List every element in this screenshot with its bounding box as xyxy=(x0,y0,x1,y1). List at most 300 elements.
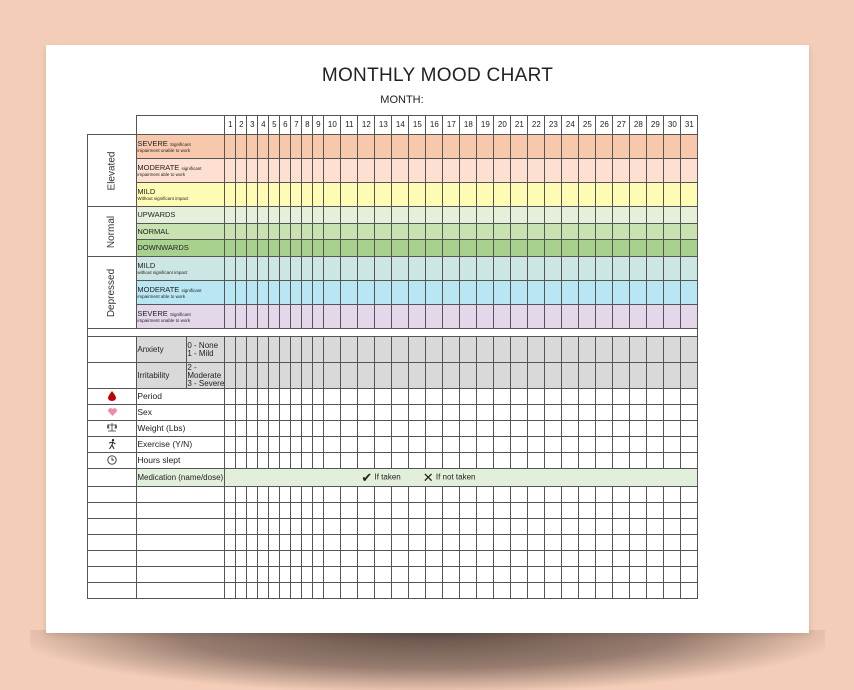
severe_depressed-day-29-cell[interactable] xyxy=(647,305,664,329)
severe_elevated-day-3-cell[interactable] xyxy=(247,135,258,159)
period-day-21-cell[interactable] xyxy=(511,389,528,405)
hours-day-31-cell[interactable] xyxy=(681,453,698,469)
medication-7-day-22-cell[interactable] xyxy=(528,583,545,599)
medication-2-day-10-cell[interactable] xyxy=(324,503,341,519)
medication-1-day-7-cell[interactable] xyxy=(291,487,302,503)
medication-3-day-26-cell[interactable] xyxy=(596,519,613,535)
severe_depressed-day-12-cell[interactable] xyxy=(358,305,375,329)
sex-day-19-cell[interactable] xyxy=(477,405,494,421)
mild_depressed-day-24-cell[interactable] xyxy=(562,257,579,281)
moderate_depressed-day-26-cell[interactable] xyxy=(596,281,613,305)
moderate_elevated-day-20-cell[interactable] xyxy=(494,159,511,183)
moderate_elevated-day-31-cell[interactable] xyxy=(681,159,698,183)
irritability-day-22-cell[interactable] xyxy=(528,363,545,389)
anxiety-day-23-cell[interactable] xyxy=(545,337,562,363)
mild_depressed-day-21-cell[interactable] xyxy=(511,257,528,281)
anxiety-day-12-cell[interactable] xyxy=(358,337,375,363)
moderate_elevated-day-17-cell[interactable] xyxy=(443,159,460,183)
normal-day-17-cell[interactable] xyxy=(443,224,460,240)
irritability-day-9-cell[interactable] xyxy=(313,363,324,389)
period-day-7-cell[interactable] xyxy=(291,389,302,405)
medication-5-day-21-cell[interactable] xyxy=(511,551,528,567)
hours-day-5-cell[interactable] xyxy=(269,453,280,469)
mild_elevated-day-31-cell[interactable] xyxy=(681,183,698,207)
anxiety-day-6-cell[interactable] xyxy=(280,337,291,363)
downwards-day-13-cell[interactable] xyxy=(375,240,392,257)
weight-day-10-cell[interactable] xyxy=(324,421,341,437)
mild_depressed-day-22-cell[interactable] xyxy=(528,257,545,281)
sex-day-2-cell[interactable] xyxy=(236,405,247,421)
medication-5-day-10-cell[interactable] xyxy=(324,551,341,567)
irritability-day-6-cell[interactable] xyxy=(280,363,291,389)
anxiety-day-5-cell[interactable] xyxy=(269,337,280,363)
moderate_elevated-day-29-cell[interactable] xyxy=(647,159,664,183)
medication-6-day-15-cell[interactable] xyxy=(409,567,426,583)
severe_elevated-day-24-cell[interactable] xyxy=(562,135,579,159)
medication-6-day-30-cell[interactable] xyxy=(664,567,681,583)
medication-4-day-21-cell[interactable] xyxy=(511,535,528,551)
moderate_depressed-day-23-cell[interactable] xyxy=(545,281,562,305)
sex-day-5-cell[interactable] xyxy=(269,405,280,421)
downwards-day-16-cell[interactable] xyxy=(426,240,443,257)
normal-day-29-cell[interactable] xyxy=(647,224,664,240)
upwards-day-11-cell[interactable] xyxy=(341,207,358,224)
anxiety-day-11-cell[interactable] xyxy=(341,337,358,363)
exercise-day-10-cell[interactable] xyxy=(324,437,341,453)
moderate_depressed-day-6-cell[interactable] xyxy=(280,281,291,305)
medication-7-day-5-cell[interactable] xyxy=(269,583,280,599)
irritability-day-21-cell[interactable] xyxy=(511,363,528,389)
medication-3-day-21-cell[interactable] xyxy=(511,519,528,535)
medication-4-day-31-cell[interactable] xyxy=(681,535,698,551)
medication-4-day-14-cell[interactable] xyxy=(392,535,409,551)
sex-day-4-cell[interactable] xyxy=(258,405,269,421)
medication-2-day-25-cell[interactable] xyxy=(579,503,596,519)
medication-6-day-16-cell[interactable] xyxy=(426,567,443,583)
medication-6-day-2-cell[interactable] xyxy=(236,567,247,583)
medication-1-day-11-cell[interactable] xyxy=(341,487,358,503)
hours-day-26-cell[interactable] xyxy=(596,453,613,469)
irritability-day-4-cell[interactable] xyxy=(258,363,269,389)
exercise-day-26-cell[interactable] xyxy=(596,437,613,453)
anxiety-day-3-cell[interactable] xyxy=(247,337,258,363)
medication-2-day-6-cell[interactable] xyxy=(280,503,291,519)
medication-3-day-17-cell[interactable] xyxy=(443,519,460,535)
irritability-day-2-cell[interactable] xyxy=(236,363,247,389)
medication-2-day-24-cell[interactable] xyxy=(562,503,579,519)
medication-name-cell[interactable] xyxy=(137,519,225,535)
moderate_elevated-day-18-cell[interactable] xyxy=(460,159,477,183)
period-day-20-cell[interactable] xyxy=(494,389,511,405)
exercise-day-19-cell[interactable] xyxy=(477,437,494,453)
sex-day-18-cell[interactable] xyxy=(460,405,477,421)
medication-5-day-16-cell[interactable] xyxy=(426,551,443,567)
weight-day-4-cell[interactable] xyxy=(258,421,269,437)
medication-5-day-11-cell[interactable] xyxy=(341,551,358,567)
medication-4-day-5-cell[interactable] xyxy=(269,535,280,551)
medication-1-day-17-cell[interactable] xyxy=(443,487,460,503)
hours-day-9-cell[interactable] xyxy=(313,453,324,469)
medication-7-day-23-cell[interactable] xyxy=(545,583,562,599)
mild_depressed-day-28-cell[interactable] xyxy=(630,257,647,281)
medication-5-day-13-cell[interactable] xyxy=(375,551,392,567)
mild_depressed-day-14-cell[interactable] xyxy=(392,257,409,281)
exercise-day-23-cell[interactable] xyxy=(545,437,562,453)
period-day-2-cell[interactable] xyxy=(236,389,247,405)
mild_elevated-day-11-cell[interactable] xyxy=(341,183,358,207)
hours-day-12-cell[interactable] xyxy=(358,453,375,469)
sex-day-24-cell[interactable] xyxy=(562,405,579,421)
medication-5-day-18-cell[interactable] xyxy=(460,551,477,567)
mild_elevated-day-23-cell[interactable] xyxy=(545,183,562,207)
anxiety-day-15-cell[interactable] xyxy=(409,337,426,363)
downwards-day-22-cell[interactable] xyxy=(528,240,545,257)
severe_elevated-day-20-cell[interactable] xyxy=(494,135,511,159)
medication-name-cell[interactable] xyxy=(137,583,225,599)
mild_elevated-day-25-cell[interactable] xyxy=(579,183,596,207)
mild_elevated-day-6-cell[interactable] xyxy=(280,183,291,207)
irritability-day-23-cell[interactable] xyxy=(545,363,562,389)
upwards-day-27-cell[interactable] xyxy=(613,207,630,224)
mild_depressed-day-30-cell[interactable] xyxy=(664,257,681,281)
medication-3-day-19-cell[interactable] xyxy=(477,519,494,535)
upwards-day-17-cell[interactable] xyxy=(443,207,460,224)
mild_depressed-day-6-cell[interactable] xyxy=(280,257,291,281)
medication-1-day-14-cell[interactable] xyxy=(392,487,409,503)
weight-day-31-cell[interactable] xyxy=(681,421,698,437)
medication-5-day-24-cell[interactable] xyxy=(562,551,579,567)
medication-6-day-28-cell[interactable] xyxy=(630,567,647,583)
severe_depressed-day-7-cell[interactable] xyxy=(291,305,302,329)
period-day-29-cell[interactable] xyxy=(647,389,664,405)
downwards-day-26-cell[interactable] xyxy=(596,240,613,257)
medication-6-day-7-cell[interactable] xyxy=(291,567,302,583)
normal-day-19-cell[interactable] xyxy=(477,224,494,240)
medication-3-day-28-cell[interactable] xyxy=(630,519,647,535)
mild_depressed-day-29-cell[interactable] xyxy=(647,257,664,281)
medication-6-day-21-cell[interactable] xyxy=(511,567,528,583)
medication-2-day-30-cell[interactable] xyxy=(664,503,681,519)
medication-1-day-27-cell[interactable] xyxy=(613,487,630,503)
hours-day-23-cell[interactable] xyxy=(545,453,562,469)
moderate_elevated-day-12-cell[interactable] xyxy=(358,159,375,183)
irritability-day-31-cell[interactable] xyxy=(681,363,698,389)
downwards-day-7-cell[interactable] xyxy=(291,240,302,257)
medication-2-day-14-cell[interactable] xyxy=(392,503,409,519)
medication-4-day-30-cell[interactable] xyxy=(664,535,681,551)
medication-1-day-6-cell[interactable] xyxy=(280,487,291,503)
moderate_depressed-day-29-cell[interactable] xyxy=(647,281,664,305)
weight-day-25-cell[interactable] xyxy=(579,421,596,437)
medication-2-day-9-cell[interactable] xyxy=(313,503,324,519)
upwards-day-28-cell[interactable] xyxy=(630,207,647,224)
moderate_elevated-day-2-cell[interactable] xyxy=(236,159,247,183)
normal-day-24-cell[interactable] xyxy=(562,224,579,240)
mild_depressed-day-1-cell[interactable] xyxy=(225,257,236,281)
mild_elevated-day-5-cell[interactable] xyxy=(269,183,280,207)
irritability-day-28-cell[interactable] xyxy=(630,363,647,389)
medication-5-day-12-cell[interactable] xyxy=(358,551,375,567)
moderate_elevated-day-15-cell[interactable] xyxy=(409,159,426,183)
hours-day-15-cell[interactable] xyxy=(409,453,426,469)
medication-4-day-28-cell[interactable] xyxy=(630,535,647,551)
medication-5-day-17-cell[interactable] xyxy=(443,551,460,567)
normal-day-8-cell[interactable] xyxy=(302,224,313,240)
upwards-day-5-cell[interactable] xyxy=(269,207,280,224)
moderate_depressed-day-2-cell[interactable] xyxy=(236,281,247,305)
weight-day-29-cell[interactable] xyxy=(647,421,664,437)
moderate_depressed-day-28-cell[interactable] xyxy=(630,281,647,305)
period-day-18-cell[interactable] xyxy=(460,389,477,405)
normal-day-14-cell[interactable] xyxy=(392,224,409,240)
anxiety-day-7-cell[interactable] xyxy=(291,337,302,363)
upwards-day-19-cell[interactable] xyxy=(477,207,494,224)
upwards-day-20-cell[interactable] xyxy=(494,207,511,224)
medication-3-day-8-cell[interactable] xyxy=(302,519,313,535)
weight-day-28-cell[interactable] xyxy=(630,421,647,437)
sex-day-7-cell[interactable] xyxy=(291,405,302,421)
mild_elevated-day-30-cell[interactable] xyxy=(664,183,681,207)
medication-5-day-4-cell[interactable] xyxy=(258,551,269,567)
period-day-31-cell[interactable] xyxy=(681,389,698,405)
weight-day-14-cell[interactable] xyxy=(392,421,409,437)
sex-day-17-cell[interactable] xyxy=(443,405,460,421)
weight-day-22-cell[interactable] xyxy=(528,421,545,437)
downwards-day-1-cell[interactable] xyxy=(225,240,236,257)
upwards-day-26-cell[interactable] xyxy=(596,207,613,224)
anxiety-day-4-cell[interactable] xyxy=(258,337,269,363)
medication-name-cell[interactable] xyxy=(137,551,225,567)
medication-1-day-21-cell[interactable] xyxy=(511,487,528,503)
period-day-10-cell[interactable] xyxy=(324,389,341,405)
mild_elevated-day-29-cell[interactable] xyxy=(647,183,664,207)
mild_elevated-day-8-cell[interactable] xyxy=(302,183,313,207)
medication-5-day-7-cell[interactable] xyxy=(291,551,302,567)
severe_elevated-day-12-cell[interactable] xyxy=(358,135,375,159)
exercise-day-27-cell[interactable] xyxy=(613,437,630,453)
exercise-day-29-cell[interactable] xyxy=(647,437,664,453)
medication-1-day-15-cell[interactable] xyxy=(409,487,426,503)
upwards-day-4-cell[interactable] xyxy=(258,207,269,224)
medication-3-day-27-cell[interactable] xyxy=(613,519,630,535)
severe_depressed-day-22-cell[interactable] xyxy=(528,305,545,329)
weight-day-21-cell[interactable] xyxy=(511,421,528,437)
anxiety-day-2-cell[interactable] xyxy=(236,337,247,363)
exercise-day-12-cell[interactable] xyxy=(358,437,375,453)
medication-1-day-9-cell[interactable] xyxy=(313,487,324,503)
moderate_elevated-day-5-cell[interactable] xyxy=(269,159,280,183)
medication-6-day-1-cell[interactable] xyxy=(225,567,236,583)
weight-day-15-cell[interactable] xyxy=(409,421,426,437)
medication-1-day-23-cell[interactable] xyxy=(545,487,562,503)
moderate_elevated-day-10-cell[interactable] xyxy=(324,159,341,183)
sex-day-31-cell[interactable] xyxy=(681,405,698,421)
upwards-day-29-cell[interactable] xyxy=(647,207,664,224)
normal-day-30-cell[interactable] xyxy=(664,224,681,240)
severe_depressed-day-23-cell[interactable] xyxy=(545,305,562,329)
downwards-day-11-cell[interactable] xyxy=(341,240,358,257)
exercise-day-6-cell[interactable] xyxy=(280,437,291,453)
exercise-day-28-cell[interactable] xyxy=(630,437,647,453)
medication-2-day-17-cell[interactable] xyxy=(443,503,460,519)
mild_depressed-day-3-cell[interactable] xyxy=(247,257,258,281)
medication-1-day-26-cell[interactable] xyxy=(596,487,613,503)
medication-5-day-2-cell[interactable] xyxy=(236,551,247,567)
weight-day-9-cell[interactable] xyxy=(313,421,324,437)
exercise-day-9-cell[interactable] xyxy=(313,437,324,453)
severe_depressed-day-16-cell[interactable] xyxy=(426,305,443,329)
downwards-day-17-cell[interactable] xyxy=(443,240,460,257)
weight-day-26-cell[interactable] xyxy=(596,421,613,437)
hours-day-7-cell[interactable] xyxy=(291,453,302,469)
normal-day-3-cell[interactable] xyxy=(247,224,258,240)
medication-5-day-19-cell[interactable] xyxy=(477,551,494,567)
medication-7-day-27-cell[interactable] xyxy=(613,583,630,599)
medication-5-day-14-cell[interactable] xyxy=(392,551,409,567)
upwards-day-12-cell[interactable] xyxy=(358,207,375,224)
severe_elevated-day-5-cell[interactable] xyxy=(269,135,280,159)
medication-2-day-2-cell[interactable] xyxy=(236,503,247,519)
severe_elevated-day-30-cell[interactable] xyxy=(664,135,681,159)
weight-day-16-cell[interactable] xyxy=(426,421,443,437)
moderate_elevated-day-19-cell[interactable] xyxy=(477,159,494,183)
mild_elevated-day-15-cell[interactable] xyxy=(409,183,426,207)
normal-day-6-cell[interactable] xyxy=(280,224,291,240)
medication-4-day-2-cell[interactable] xyxy=(236,535,247,551)
downwards-day-24-cell[interactable] xyxy=(562,240,579,257)
exercise-day-31-cell[interactable] xyxy=(681,437,698,453)
moderate_depressed-day-31-cell[interactable] xyxy=(681,281,698,305)
medication-6-day-14-cell[interactable] xyxy=(392,567,409,583)
normal-day-28-cell[interactable] xyxy=(630,224,647,240)
anxiety-day-16-cell[interactable] xyxy=(426,337,443,363)
medication-5-day-30-cell[interactable] xyxy=(664,551,681,567)
anxiety-day-10-cell[interactable] xyxy=(324,337,341,363)
moderate_elevated-day-3-cell[interactable] xyxy=(247,159,258,183)
irritability-day-17-cell[interactable] xyxy=(443,363,460,389)
downwards-day-4-cell[interactable] xyxy=(258,240,269,257)
hours-day-13-cell[interactable] xyxy=(375,453,392,469)
downwards-day-15-cell[interactable] xyxy=(409,240,426,257)
moderate_depressed-day-1-cell[interactable] xyxy=(225,281,236,305)
mild_depressed-day-17-cell[interactable] xyxy=(443,257,460,281)
moderate_elevated-day-25-cell[interactable] xyxy=(579,159,596,183)
medication-1-day-3-cell[interactable] xyxy=(247,487,258,503)
mild_elevated-day-14-cell[interactable] xyxy=(392,183,409,207)
medication-7-day-10-cell[interactable] xyxy=(324,583,341,599)
medication-6-day-10-cell[interactable] xyxy=(324,567,341,583)
medication-2-day-1-cell[interactable] xyxy=(225,503,236,519)
exercise-day-5-cell[interactable] xyxy=(269,437,280,453)
mild_elevated-day-10-cell[interactable] xyxy=(324,183,341,207)
medication-5-day-29-cell[interactable] xyxy=(647,551,664,567)
medication-7-day-30-cell[interactable] xyxy=(664,583,681,599)
upwards-day-13-cell[interactable] xyxy=(375,207,392,224)
period-day-22-cell[interactable] xyxy=(528,389,545,405)
medication-5-day-20-cell[interactable] xyxy=(494,551,511,567)
mild_depressed-day-27-cell[interactable] xyxy=(613,257,630,281)
medication-7-day-2-cell[interactable] xyxy=(236,583,247,599)
irritability-day-1-cell[interactable] xyxy=(225,363,236,389)
medication-4-day-4-cell[interactable] xyxy=(258,535,269,551)
anxiety-day-19-cell[interactable] xyxy=(477,337,494,363)
exercise-day-13-cell[interactable] xyxy=(375,437,392,453)
medication-7-day-24-cell[interactable] xyxy=(562,583,579,599)
mild_elevated-day-18-cell[interactable] xyxy=(460,183,477,207)
moderate_elevated-day-9-cell[interactable] xyxy=(313,159,324,183)
medication-4-day-13-cell[interactable] xyxy=(375,535,392,551)
mild_elevated-day-26-cell[interactable] xyxy=(596,183,613,207)
mild_depressed-day-18-cell[interactable] xyxy=(460,257,477,281)
moderate_depressed-day-21-cell[interactable] xyxy=(511,281,528,305)
downwards-day-8-cell[interactable] xyxy=(302,240,313,257)
severe_elevated-day-31-cell[interactable] xyxy=(681,135,698,159)
mild_elevated-day-12-cell[interactable] xyxy=(358,183,375,207)
medication-6-day-12-cell[interactable] xyxy=(358,567,375,583)
mild_depressed-day-26-cell[interactable] xyxy=(596,257,613,281)
downwards-day-31-cell[interactable] xyxy=(681,240,698,257)
medication-3-day-3-cell[interactable] xyxy=(247,519,258,535)
medication-4-day-27-cell[interactable] xyxy=(613,535,630,551)
irritability-day-15-cell[interactable] xyxy=(409,363,426,389)
medication-1-day-24-cell[interactable] xyxy=(562,487,579,503)
severe_depressed-day-25-cell[interactable] xyxy=(579,305,596,329)
medication-6-day-17-cell[interactable] xyxy=(443,567,460,583)
anxiety-day-26-cell[interactable] xyxy=(596,337,613,363)
hours-day-14-cell[interactable] xyxy=(392,453,409,469)
severe_depressed-day-3-cell[interactable] xyxy=(247,305,258,329)
upwards-day-24-cell[interactable] xyxy=(562,207,579,224)
medication-1-day-4-cell[interactable] xyxy=(258,487,269,503)
irritability-day-18-cell[interactable] xyxy=(460,363,477,389)
period-day-23-cell[interactable] xyxy=(545,389,562,405)
medication-2-day-12-cell[interactable] xyxy=(358,503,375,519)
mild_elevated-day-16-cell[interactable] xyxy=(426,183,443,207)
anxiety-day-22-cell[interactable] xyxy=(528,337,545,363)
normal-day-12-cell[interactable] xyxy=(358,224,375,240)
medication-1-day-5-cell[interactable] xyxy=(269,487,280,503)
hours-day-17-cell[interactable] xyxy=(443,453,460,469)
upwards-day-31-cell[interactable] xyxy=(681,207,698,224)
severe_depressed-day-11-cell[interactable] xyxy=(341,305,358,329)
moderate_elevated-day-13-cell[interactable] xyxy=(375,159,392,183)
severe_depressed-day-6-cell[interactable] xyxy=(280,305,291,329)
sex-day-20-cell[interactable] xyxy=(494,405,511,421)
mild_elevated-day-28-cell[interactable] xyxy=(630,183,647,207)
anxiety-day-21-cell[interactable] xyxy=(511,337,528,363)
sex-day-9-cell[interactable] xyxy=(313,405,324,421)
severe_elevated-day-6-cell[interactable] xyxy=(280,135,291,159)
normal-day-27-cell[interactable] xyxy=(613,224,630,240)
moderate_depressed-day-24-cell[interactable] xyxy=(562,281,579,305)
medication-1-day-19-cell[interactable] xyxy=(477,487,494,503)
severe_depressed-day-17-cell[interactable] xyxy=(443,305,460,329)
period-day-25-cell[interactable] xyxy=(579,389,596,405)
weight-day-13-cell[interactable] xyxy=(375,421,392,437)
anxiety-day-30-cell[interactable] xyxy=(664,337,681,363)
period-day-16-cell[interactable] xyxy=(426,389,443,405)
downwards-day-5-cell[interactable] xyxy=(269,240,280,257)
moderate_depressed-day-25-cell[interactable] xyxy=(579,281,596,305)
normal-day-20-cell[interactable] xyxy=(494,224,511,240)
medication-2-day-16-cell[interactable] xyxy=(426,503,443,519)
sex-day-21-cell[interactable] xyxy=(511,405,528,421)
weight-day-1-cell[interactable] xyxy=(225,421,236,437)
normal-day-15-cell[interactable] xyxy=(409,224,426,240)
medication-2-day-3-cell[interactable] xyxy=(247,503,258,519)
downwards-day-30-cell[interactable] xyxy=(664,240,681,257)
mild_elevated-day-4-cell[interactable] xyxy=(258,183,269,207)
